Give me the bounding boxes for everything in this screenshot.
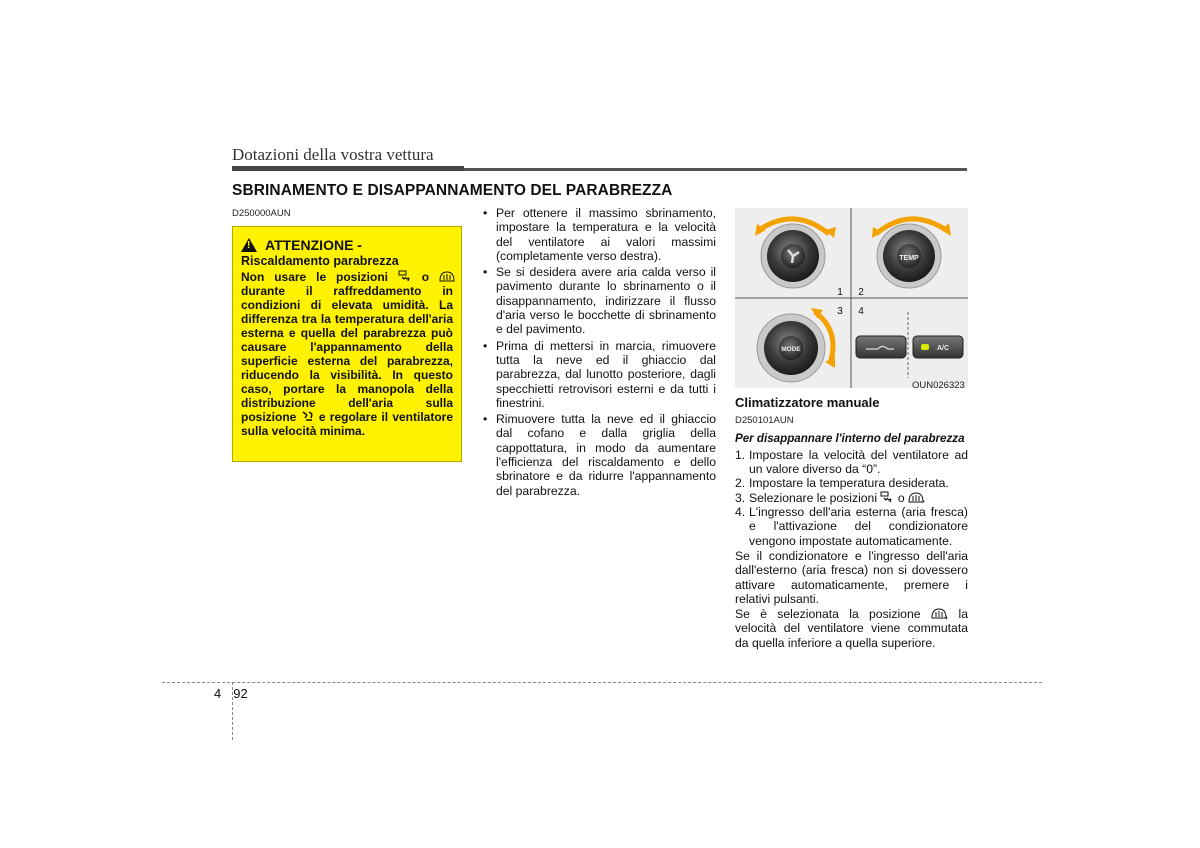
procedure-heading: Per disappannare l'interno del parabrezza (735, 431, 965, 445)
list-item: • Per ottenere il massimo sbrinamento, impostare la temperatura e la velocità del ventilatore ai valori massimi (completamente verso destra). (482, 206, 716, 263)
middle-column (482, 206, 716, 500)
warning-box (232, 226, 462, 462)
paragraph: Se è selezionata la posizione , la velocità del ventilatore viene commutata da quella inferiore a quella superiore. (735, 607, 968, 650)
figure-label-2: 2 (858, 287, 864, 298)
paragraph: Se il condizionatore e l'ingresso dell'aria dall'esterno (aria fresca) non si dovessero attivare automaticamente, premere i relativi pulsanti. (735, 548, 968, 606)
subsection-heading: Climatizzatore manuale (735, 395, 880, 410)
warning-heading: ATTENZIONE - (265, 237, 362, 253)
defrost-floor-icon (398, 270, 412, 281)
bullet-list (482, 206, 716, 498)
subsection-code: D250101AUN (735, 415, 794, 427)
warning-text-part: o (411, 270, 440, 284)
mode-knob-label: MODE (781, 346, 801, 353)
section-title: SBRINAMENTO E DISAPPANNAMENTO DEL PARABREZZA (232, 182, 673, 199)
defrost-floor-icon (880, 491, 894, 502)
warning-triangle-icon: ! (241, 238, 257, 252)
climate-control-figure (735, 208, 968, 388)
running-header: Dotazioni della vostra vettura (232, 145, 434, 164)
list-item: 3. Selezionare le posizioni o . (735, 490, 926, 505)
right-column (735, 396, 968, 651)
figure-label-1: 1 (837, 287, 843, 298)
defrost-icon (931, 607, 945, 618)
list-item: 2. Impostare la temperatura desiderata. (735, 476, 949, 491)
warning-subheading: Riscaldamento parabrezza (241, 254, 399, 268)
floor-defrost-icon (301, 410, 315, 421)
page-number: 4 92 (214, 686, 248, 701)
warning-heading-row (241, 237, 453, 253)
fan-speed-knob (755, 219, 836, 288)
climate-control-illustration (735, 208, 968, 388)
figure-code: OUN026323 (912, 380, 965, 391)
list-item: • Se si desidera avere aria calda verso il pavimento durante lo sbrinamento o il disappannamento, indirizzare il flusso d'aria verso le bocchette di sbrinamento e del pavimento. (482, 265, 716, 336)
defrost-icon (908, 491, 922, 502)
air-intake-button (856, 336, 906, 358)
warning-text-part: Non usare le posizioni (241, 270, 398, 284)
ac-button-label: A/C (936, 345, 950, 352)
list-item: 1. Impostare la velocità del ventilatore ad un valore diverso da “0”. (735, 447, 968, 477)
temperature-knob (872, 219, 951, 288)
footer-rule (162, 682, 1042, 683)
mode-knob (757, 308, 835, 382)
header-rule-accent (232, 166, 464, 171)
list-item: 4. L'ingresso dell'aria esterna (aria fresca) e l'attivazione del condizionatore vengono impostate automaticamente. (735, 505, 968, 548)
figure-label-4: 4 (858, 306, 864, 317)
temp-knob-label: TEMP (899, 255, 919, 262)
list-item: • Rimuovere tutta la neve ed il ghiaccio dal cofano e dalla griglia della cappottatura, in modo da aumentare l'efficienza del riscaldamento e dello sbrinatore e da ridurre l'appannamento del parabrezza. (482, 412, 716, 498)
warning-text-part: e regolare il ventilatore sulla velocità minima. (241, 410, 453, 438)
steps-list (735, 448, 968, 548)
defrost-icon (439, 270, 453, 281)
section-code: D250000AUN (232, 208, 291, 219)
warning-text (241, 270, 453, 438)
warning-text-part: durante il raffreddamento in condizioni di elevata umidità. La differenza tra la temperatura dell'aria esterna e quella del parabrezza può causare l'appannamento della superficie esterna del parabrezza, riducendo la visibilità. In questo caso, portare la manopola della distribuzione dell'aria sulla posizione (241, 284, 453, 424)
list-item: • Prima di mettersi in marcia, rimuovere tutta la neve ed il ghiaccio dal parabrezza, dal lunotto posteriore, dagli specchietti retrovisori esterni e da tutti i finestrini. (482, 339, 716, 410)
figure-label-3: 3 (837, 306, 843, 317)
